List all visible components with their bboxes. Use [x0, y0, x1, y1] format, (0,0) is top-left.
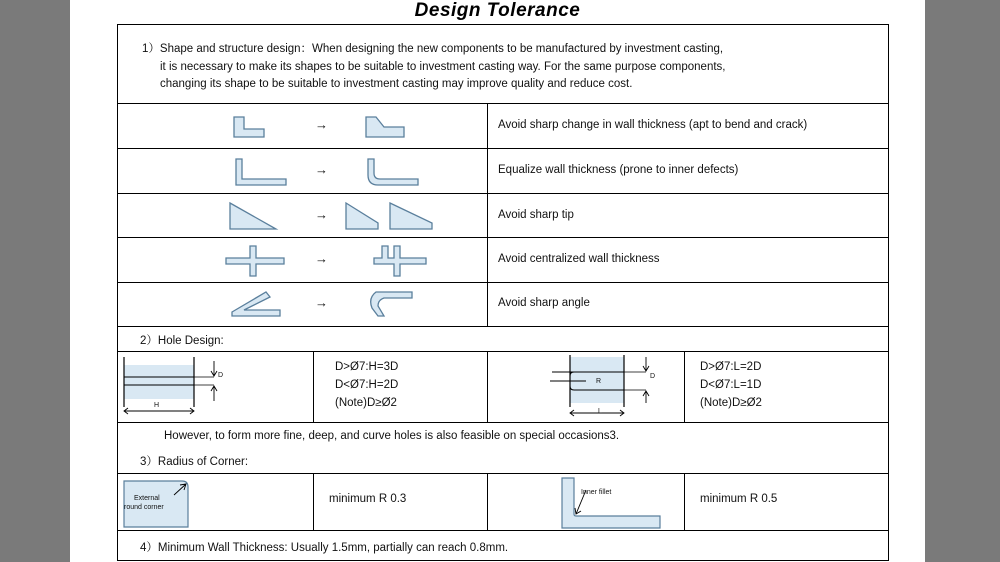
blind-hole-diagram — [546, 355, 676, 419]
blind-hole-rule-1: D>Ø7:L=2D — [700, 361, 762, 373]
inner-fillet-diagram — [554, 476, 664, 530]
blind-hole-rule-3: (Note)D≥Ø2 — [700, 397, 762, 409]
inner-fillet-label: Inner fillet — [581, 489, 612, 496]
sharp-angle-to-rounded-angle-icon — [228, 288, 448, 320]
external-label-2: round corner — [124, 504, 164, 511]
through-hole-rule-2: D<Ø7:H=2D — [335, 379, 399, 391]
through-hole-diagram — [122, 355, 232, 417]
arrow-row-1: → — [315, 117, 328, 132]
external-label-1: External — [134, 495, 160, 502]
rule-text-2: Equalize wall thickness (prone to inner defects) — [498, 164, 739, 176]
rule-text-5: Avoid sharp angle — [498, 297, 590, 309]
hole-design-note: However, to form more fine, deep, and curve holes is also feasible on special occasions3. — [164, 430, 620, 442]
intro-line-3: changing its shape to be suitable to investment casting may improve quality and reduce cost. — [160, 78, 633, 90]
blind-hole-label-l: L — [598, 408, 602, 415]
rule-text-4: Avoid centralized wall thickness — [498, 253, 660, 265]
intro-line-1: 1）Shape and structure design：When designing the new components to be manufactured by investment casting, — [142, 43, 724, 55]
blind-hole-rule-2: D<Ø7:L=1D — [700, 379, 762, 391]
document-page — [70, 0, 925, 562]
tolerance-table — [117, 24, 889, 561]
min-wall-thickness: 4）Minimum Wall Thickness: Usually 1.5mm, partially can reach 0.8mm. — [140, 542, 509, 554]
external-round-corner-diagram — [120, 477, 190, 529]
intro-line-2: it is necessary to make its shapes to be suitable to investment casting way. For the same purpose components, — [160, 60, 726, 73]
through-hole-label-h: H — [154, 402, 160, 409]
page-title: Design Tolerance — [414, 0, 581, 21]
rule-text-3: Avoid sharp tip — [498, 209, 574, 221]
through-hole-rule-3: (Note)D≥Ø2 — [335, 397, 397, 409]
intro-paragraph — [142, 41, 725, 94]
cross-to-offset-t-icon — [224, 244, 444, 278]
hole-design-heading: 2）Hole Design: — [140, 335, 224, 347]
radius-heading: 3）Radius of Corner: — [140, 456, 249, 468]
blind-hole-label-d: D — [650, 373, 656, 380]
thick-corner-to-chamfer-icon — [228, 113, 428, 141]
external-radius-value: minimum R 0.3 — [329, 493, 407, 505]
arrow-row-5: → — [315, 295, 328, 310]
through-hole-label-d: D — [218, 372, 224, 379]
through-hole-rule-1: D>Ø7:H=3D — [335, 361, 399, 373]
arrow-row-3: → — [315, 207, 328, 222]
sharp-tip-to-blunt-tip-icon — [228, 201, 448, 231]
rule-text-1: Avoid sharp change in wall thickness (apt to bend and crack) — [498, 119, 808, 131]
blind-hole-label-r: R — [596, 378, 602, 385]
arrow-row-4: → — [315, 251, 328, 266]
inner-radius-value: minimum R 0.5 — [700, 493, 778, 505]
arrow-row-2: → — [315, 162, 328, 177]
thick-l-to-rounded-l-icon — [228, 157, 428, 187]
